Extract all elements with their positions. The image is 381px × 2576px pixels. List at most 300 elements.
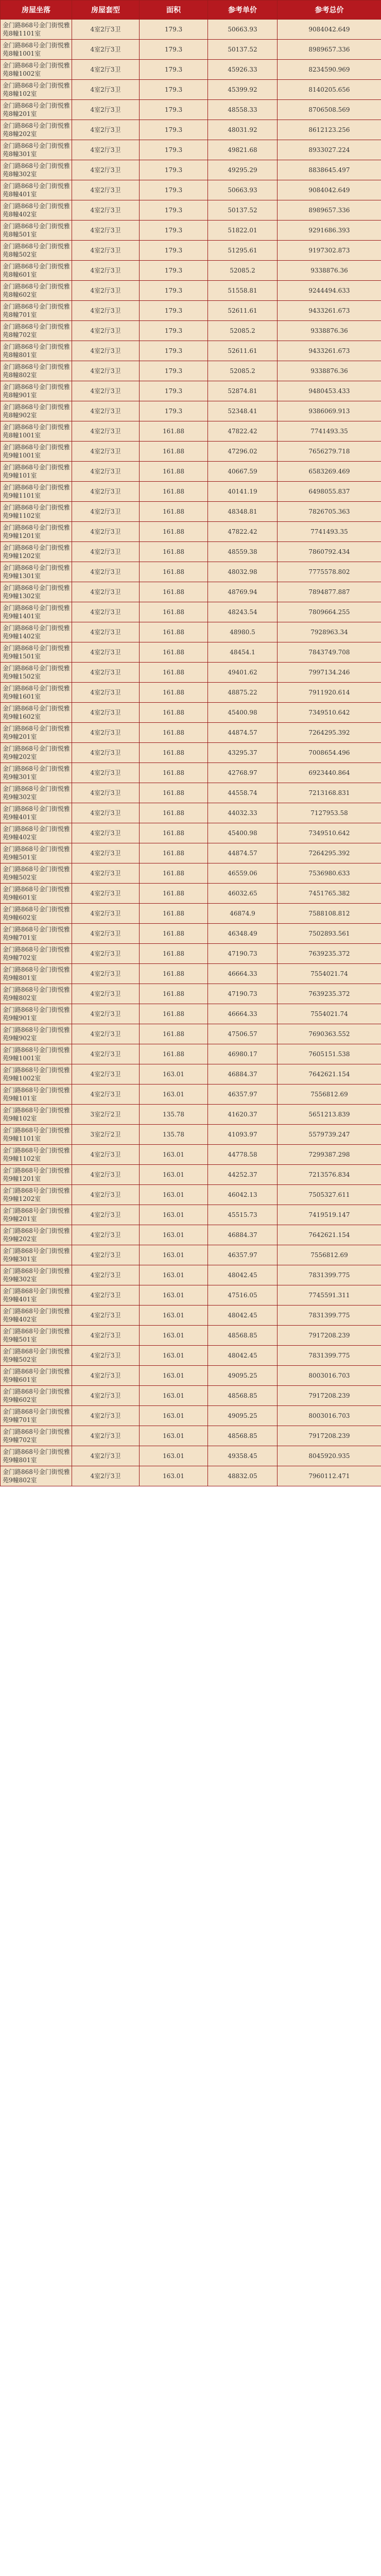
area-cell: 179.3 (140, 401, 208, 421)
table-row (1, 1306, 381, 1326)
unit-price-cell: 45399.92 (208, 80, 278, 100)
unit-cell: 金门路868号金门街悦雅苑9幢1301室 (1, 562, 72, 582)
unit-cell: 金门路868号金门街悦雅苑9幢502室 (1, 1346, 72, 1366)
table-row (1, 1165, 381, 1185)
area-cell: 163.01 (140, 1426, 208, 1446)
area-cell: 161.88 (140, 944, 208, 964)
unit-cell: 金门路868号金门街悦雅苑9幢201室 (1, 723, 72, 743)
unit-price-cell: 49095.25 (208, 1406, 278, 1426)
layout-cell: 4室2厅3卫 (72, 1165, 140, 1185)
layout-cell: 4室2厅3卫 (72, 261, 140, 281)
layout-cell: 4室2厅3卫 (72, 1265, 140, 1285)
unit-price-cell: 49358.45 (208, 1446, 278, 1466)
total-price-cell: 7213576.834 (278, 1165, 381, 1185)
unit-cell: 金门路868号金门街悦雅苑9幢502室 (1, 863, 72, 884)
unit-cell: 金门路868号金门街悦雅苑9幢702室 (1, 944, 72, 964)
total-price-cell: 7451765.382 (278, 884, 381, 904)
unit-price-cell: 44558.74 (208, 783, 278, 803)
area-cell: 161.88 (140, 904, 208, 924)
total-price-cell: 7556812.69 (278, 1245, 381, 1265)
area-cell: 161.88 (140, 863, 208, 884)
area-cell: 161.88 (140, 743, 208, 763)
unit-cell: 金门路868号金门街悦雅苑8幢302室 (1, 160, 72, 180)
unit-price-cell: 48568.85 (208, 1426, 278, 1446)
total-price-cell: 7605151.538 (278, 1044, 381, 1064)
layout-cell: 3室2厅2卫 (72, 1105, 140, 1125)
header-total-price: 参考总价 (278, 1, 381, 20)
unit-price-cell: 45926.33 (208, 60, 278, 80)
total-price-cell: 7588108.812 (278, 904, 381, 924)
layout-cell: 4室2厅3卫 (72, 200, 140, 221)
layout-cell: 4室2厅3卫 (72, 843, 140, 863)
table-row (1, 442, 381, 462)
unit-cell: 金门路868号金门街悦雅苑9幢1202室 (1, 542, 72, 562)
area-cell: 179.3 (140, 261, 208, 281)
layout-cell: 4室2厅3卫 (72, 80, 140, 100)
total-price-cell: 8989657.336 (278, 40, 381, 60)
total-price-cell: 9338876.36 (278, 261, 381, 281)
area-cell: 179.3 (140, 341, 208, 361)
layout-cell: 4室2厅3卫 (72, 904, 140, 924)
layout-cell: 4室2厅3卫 (72, 522, 140, 542)
layout-cell: 4室2厅3卫 (72, 401, 140, 421)
unit-price-cell: 48568.85 (208, 1326, 278, 1346)
total-price-cell: 7642621.154 (278, 1225, 381, 1245)
total-price-cell: 7419519.147 (278, 1205, 381, 1225)
total-price-cell: 9244494.633 (278, 281, 381, 301)
area-cell: 161.88 (140, 884, 208, 904)
table-row (1, 1285, 381, 1306)
area-cell: 163.01 (140, 1285, 208, 1306)
unit-cell: 金门路868号金门街悦雅苑8幢901室 (1, 381, 72, 401)
unit-price-cell: 49095.25 (208, 1366, 278, 1386)
total-price-cell: 7997134.246 (278, 663, 381, 683)
unit-price-cell: 44874.57 (208, 723, 278, 743)
table-row (1, 1064, 381, 1084)
header-layout: 房屋套型 (72, 1, 140, 20)
layout-cell: 4室2厅3卫 (72, 542, 140, 562)
unit-cell: 金门路868号金门街悦雅苑9幢601室 (1, 884, 72, 904)
area-cell: 161.88 (140, 663, 208, 683)
unit-price-cell: 40667.59 (208, 462, 278, 482)
total-price-cell: 7831399.775 (278, 1346, 381, 1366)
unit-cell: 金门路868号金门街悦雅苑8幢501室 (1, 221, 72, 241)
table-row (1, 1225, 381, 1245)
unit-cell: 金门路868号金门街悦雅苑9幢1001室 (1, 1044, 72, 1064)
unit-price-cell: 43295.37 (208, 743, 278, 763)
table-header-row (1, 1, 381, 20)
table-row (1, 763, 381, 783)
unit-cell: 金门路868号金门街悦雅苑8幢401室 (1, 180, 72, 200)
unit-price-cell: 47822.42 (208, 421, 278, 442)
table-row (1, 863, 381, 884)
total-price-cell: 7917208.239 (278, 1326, 381, 1346)
unit-price-cell: 48031.92 (208, 120, 278, 140)
total-price-cell: 8612123.256 (278, 120, 381, 140)
layout-cell: 4室2厅3卫 (72, 723, 140, 743)
unit-price-cell: 47190.73 (208, 984, 278, 1004)
table-row (1, 200, 381, 221)
area-cell: 163.01 (140, 1406, 208, 1426)
table-row (1, 944, 381, 964)
unit-cell: 金门路868号金门街悦雅苑9幢102室 (1, 1105, 72, 1125)
table-row (1, 482, 381, 502)
total-price-cell: 9433261.673 (278, 341, 381, 361)
unit-cell: 金门路868号金门街悦雅苑8幢701室 (1, 301, 72, 321)
unit-price-cell: 45400.98 (208, 703, 278, 723)
unit-price-cell: 48042.45 (208, 1306, 278, 1326)
total-price-cell: 7917208.239 (278, 1426, 381, 1446)
area-cell: 163.01 (140, 1205, 208, 1225)
area-cell: 179.3 (140, 241, 208, 261)
unit-cell: 金门路868号金门街悦雅苑9幢1102室 (1, 502, 72, 522)
area-cell: 161.88 (140, 924, 208, 944)
unit-price-cell: 52085.2 (208, 261, 278, 281)
total-price-cell: 7860792.434 (278, 542, 381, 562)
area-cell: 161.88 (140, 522, 208, 542)
unit-price-cell: 47506.57 (208, 1024, 278, 1044)
total-price-cell: 7831399.775 (278, 1265, 381, 1285)
unit-cell: 金门路868号金门街悦雅苑9幢202室 (1, 743, 72, 763)
total-price-cell: 7299387.298 (278, 1145, 381, 1165)
total-price-cell: 7554021.74 (278, 1004, 381, 1024)
table-row (1, 522, 381, 542)
area-cell: 161.88 (140, 442, 208, 462)
layout-cell: 4室2厅3卫 (72, 944, 140, 964)
unit-cell: 金门路868号金门街悦雅苑9幢201室 (1, 1205, 72, 1225)
area-cell: 179.3 (140, 221, 208, 241)
layout-cell: 4室2厅3卫 (72, 783, 140, 803)
area-cell: 179.3 (140, 160, 208, 180)
layout-cell: 4室2厅3卫 (72, 1004, 140, 1024)
unit-price-cell: 46980.17 (208, 1044, 278, 1064)
total-price-cell: 9084042.649 (278, 20, 381, 40)
area-cell: 179.3 (140, 180, 208, 200)
total-price-cell: 9197302.873 (278, 241, 381, 261)
unit-cell: 金门路868号金门街悦雅苑9幢402室 (1, 1306, 72, 1326)
area-cell: 161.88 (140, 723, 208, 743)
area-cell: 179.3 (140, 281, 208, 301)
total-price-cell: 7505327.611 (278, 1185, 381, 1205)
unit-cell: 金门路868号金门街悦雅苑9幢1302室 (1, 582, 72, 602)
table-row (1, 823, 381, 843)
total-price-cell: 9480453.433 (278, 381, 381, 401)
table-row (1, 542, 381, 562)
total-price-cell: 7554021.74 (278, 964, 381, 984)
unit-cell: 金门路868号金门街悦雅苑9幢1102室 (1, 1145, 72, 1165)
unit-cell: 金门路868号金门街悦雅苑9幢1001室 (1, 442, 72, 462)
area-cell: 161.88 (140, 642, 208, 663)
area-cell: 161.88 (140, 823, 208, 843)
area-cell: 179.3 (140, 321, 208, 341)
table-row (1, 803, 381, 823)
area-cell: 163.01 (140, 1245, 208, 1265)
layout-cell: 4室2厅3卫 (72, 1466, 140, 1486)
unit-price-cell: 45400.98 (208, 823, 278, 843)
total-price-cell: 8140205.656 (278, 80, 381, 100)
unit-cell: 金门路868号金门街悦雅苑9幢902室 (1, 1024, 72, 1044)
table-row (1, 20, 381, 40)
unit-price-cell: 45515.73 (208, 1205, 278, 1225)
unit-price-cell: 46357.97 (208, 1245, 278, 1265)
area-cell: 163.01 (140, 1386, 208, 1406)
layout-cell: 4室2厅3卫 (72, 482, 140, 502)
total-price-cell: 7809664.255 (278, 602, 381, 622)
unit-price-cell: 47296.02 (208, 442, 278, 462)
unit-cell: 金门路868号金门街悦雅苑9幢1401室 (1, 602, 72, 622)
total-price-cell: 7349510.642 (278, 823, 381, 843)
table-row (1, 1426, 381, 1446)
layout-cell: 3室2厅2卫 (72, 1125, 140, 1145)
unit-price-cell: 46884.37 (208, 1225, 278, 1245)
table-row (1, 40, 381, 60)
unit-cell: 金门路868号金门街悦雅苑9幢402室 (1, 823, 72, 843)
area-cell: 161.88 (140, 602, 208, 622)
layout-cell: 4室2厅3卫 (72, 1205, 140, 1225)
unit-price-cell: 50663.93 (208, 180, 278, 200)
unit-cell: 金门路868号金门街悦雅苑9幢101室 (1, 462, 72, 482)
area-cell: 161.88 (140, 582, 208, 602)
area-cell: 179.3 (140, 200, 208, 221)
table-row (1, 1346, 381, 1366)
table-row (1, 1084, 381, 1105)
unit-cell: 金门路868号金门街悦雅苑9幢1601室 (1, 683, 72, 703)
unit-cell: 金门路868号金门街悦雅苑9幢1201室 (1, 522, 72, 542)
area-cell: 179.3 (140, 80, 208, 100)
unit-price-cell: 46357.97 (208, 1084, 278, 1105)
total-price-cell: 8045920.935 (278, 1446, 381, 1466)
layout-cell: 4室2厅3卫 (72, 622, 140, 642)
unit-price-cell: 52085.2 (208, 321, 278, 341)
table-row (1, 622, 381, 642)
layout-cell: 4室2厅3卫 (72, 1446, 140, 1466)
layout-cell: 4室2厅3卫 (72, 1326, 140, 1346)
layout-cell: 4室2厅3卫 (72, 964, 140, 984)
unit-price-cell: 48769.94 (208, 582, 278, 602)
total-price-cell: 6583269.469 (278, 462, 381, 482)
header-area: 面积 (140, 1, 208, 20)
unit-price-cell: 48348.81 (208, 502, 278, 522)
total-price-cell: 8003016.703 (278, 1366, 381, 1386)
table-row (1, 1024, 381, 1044)
unit-cell: 金门路868号金门街悦雅苑8幢602室 (1, 281, 72, 301)
unit-price-cell: 48032.98 (208, 562, 278, 582)
unit-price-cell: 41620.37 (208, 1105, 278, 1125)
total-price-cell: 7639235.372 (278, 984, 381, 1004)
total-price-cell: 9084042.649 (278, 180, 381, 200)
table-row (1, 743, 381, 763)
unit-cell: 金门路868号金门街悦雅苑8幢902室 (1, 401, 72, 421)
table-row (1, 1466, 381, 1486)
unit-cell: 金门路868号金门街悦雅苑9幢1101室 (1, 482, 72, 502)
unit-cell: 金门路868号金门街悦雅苑9幢501室 (1, 843, 72, 863)
table-row (1, 1326, 381, 1346)
layout-cell: 4室2厅3卫 (72, 1406, 140, 1426)
total-price-cell: 7911920.614 (278, 683, 381, 703)
unit-price-cell: 49295.29 (208, 160, 278, 180)
unit-price-cell: 46874.9 (208, 904, 278, 924)
layout-cell: 4室2厅3卫 (72, 301, 140, 321)
unit-cell: 金门路868号金门街悦雅苑9幢701室 (1, 924, 72, 944)
unit-price-cell: 48042.45 (208, 1265, 278, 1285)
table-row (1, 984, 381, 1004)
table-row (1, 180, 381, 200)
area-cell: 163.01 (140, 1466, 208, 1486)
unit-cell: 金门路868号金门街悦雅苑8幢202室 (1, 120, 72, 140)
layout-cell: 4室2厅3卫 (72, 763, 140, 783)
unit-cell: 金门路868号金门街悦雅苑8幢102室 (1, 80, 72, 100)
layout-cell: 4室2厅3卫 (72, 1426, 140, 1446)
area-cell: 179.3 (140, 40, 208, 60)
total-price-cell: 7008654.496 (278, 743, 381, 763)
unit-cell: 金门路868号金门街悦雅苑9幢401室 (1, 1285, 72, 1306)
layout-cell: 4室2厅3卫 (72, 984, 140, 1004)
area-cell: 161.88 (140, 843, 208, 863)
table-row (1, 241, 381, 261)
unit-cell: 金门路868号金门街悦雅苑9幢1501室 (1, 642, 72, 663)
unit-cell: 金门路868号金门街悦雅苑9幢1201室 (1, 1165, 72, 1185)
unit-price-cell: 46042.13 (208, 1185, 278, 1205)
unit-price-cell: 52611.61 (208, 341, 278, 361)
table-row (1, 361, 381, 381)
area-cell: 179.3 (140, 361, 208, 381)
area-cell: 161.88 (140, 703, 208, 723)
unit-price-cell: 44874.57 (208, 843, 278, 863)
total-price-cell: 7775578.802 (278, 562, 381, 582)
area-cell: 163.01 (140, 1326, 208, 1346)
unit-cell: 金门路868号金门街悦雅苑8幢1001室 (1, 421, 72, 442)
layout-cell: 4室2厅3卫 (72, 1064, 140, 1084)
table-row (1, 462, 381, 482)
unit-price-cell: 48980.5 (208, 622, 278, 642)
total-price-cell: 8838645.497 (278, 160, 381, 180)
total-price-cell: 7741493.35 (278, 421, 381, 442)
total-price-cell: 8933027.224 (278, 140, 381, 160)
unit-price-cell: 52085.2 (208, 361, 278, 381)
layout-cell: 4室2厅3卫 (72, 421, 140, 442)
unit-cell: 金门路868号金门街悦雅苑9幢801室 (1, 964, 72, 984)
total-price-cell: 5651213.839 (278, 1105, 381, 1125)
total-price-cell: 7556812.69 (278, 1084, 381, 1105)
unit-cell: 金门路868号金门街悦雅苑9幢301室 (1, 763, 72, 783)
unit-price-cell: 42768.97 (208, 763, 278, 783)
unit-price-cell: 48832.05 (208, 1466, 278, 1486)
unit-price-cell: 48558.33 (208, 100, 278, 120)
layout-cell: 4室2厅3卫 (72, 602, 140, 622)
table-row (1, 1185, 381, 1205)
unit-cell: 金门路868号金门街悦雅苑8幢502室 (1, 241, 72, 261)
unit-price-cell: 47822.42 (208, 522, 278, 542)
total-price-cell: 7741493.35 (278, 522, 381, 542)
table-row (1, 421, 381, 442)
total-price-cell: 8989657.336 (278, 200, 381, 221)
unit-cell: 金门路868号金门街悦雅苑9幢1101室 (1, 1125, 72, 1145)
table-row (1, 904, 381, 924)
unit-cell: 金门路868号金门街悦雅苑8幢802室 (1, 361, 72, 381)
total-price-cell: 8234590.969 (278, 60, 381, 80)
total-price-cell: 7349510.642 (278, 703, 381, 723)
area-cell: 161.88 (140, 1024, 208, 1044)
unit-price-cell: 49401.62 (208, 663, 278, 683)
total-price-cell: 5579739.247 (278, 1125, 381, 1145)
total-price-cell: 7690363.552 (278, 1024, 381, 1044)
area-cell: 135.78 (140, 1125, 208, 1145)
table-row (1, 582, 381, 602)
unit-cell: 金门路868号金门街悦雅苑9幢302室 (1, 1265, 72, 1285)
table-row (1, 221, 381, 241)
layout-cell: 4室2厅3卫 (72, 120, 140, 140)
unit-price-cell: 44032.33 (208, 803, 278, 823)
unit-price-cell: 48568.85 (208, 1386, 278, 1406)
unit-price-cell: 52874.81 (208, 381, 278, 401)
total-price-cell: 7917208.239 (278, 1386, 381, 1406)
total-price-cell: 8706508.569 (278, 100, 381, 120)
header-unit: 房屋坐落 (1, 1, 72, 20)
area-cell: 163.01 (140, 1064, 208, 1084)
unit-price-cell: 48243.54 (208, 602, 278, 622)
table-row (1, 843, 381, 863)
layout-cell: 4室2厅3卫 (72, 321, 140, 341)
area-cell: 163.01 (140, 1145, 208, 1165)
table-row (1, 663, 381, 683)
table-row (1, 1004, 381, 1024)
total-price-cell: 7213168.831 (278, 783, 381, 803)
table-row (1, 683, 381, 703)
unit-price-cell: 46348.49 (208, 924, 278, 944)
unit-price-cell: 49821.68 (208, 140, 278, 160)
total-price-cell: 9386069.913 (278, 401, 381, 421)
table-row (1, 281, 381, 301)
unit-cell: 金门路868号金门街悦雅苑9幢702室 (1, 1426, 72, 1446)
unit-cell: 金门路868号金门街悦雅苑9幢801室 (1, 1446, 72, 1466)
unit-cell: 金门路868号金门街悦雅苑9幢1002室 (1, 1064, 72, 1084)
table-row (1, 1105, 381, 1125)
table-row (1, 321, 381, 341)
unit-cell: 金门路868号金门街悦雅苑9幢602室 (1, 1386, 72, 1406)
total-price-cell: 7928963.34 (278, 622, 381, 642)
layout-cell: 4室2厅3卫 (72, 924, 140, 944)
table-row (1, 924, 381, 944)
area-cell: 161.88 (140, 502, 208, 522)
area-cell: 179.3 (140, 20, 208, 40)
layout-cell: 4室2厅3卫 (72, 1285, 140, 1306)
unit-price-cell: 51558.81 (208, 281, 278, 301)
unit-price-cell: 48875.22 (208, 683, 278, 703)
area-cell: 161.88 (140, 622, 208, 642)
layout-cell: 4室2厅3卫 (72, 823, 140, 843)
unit-cell: 金门路868号金门街悦雅苑9幢1602室 (1, 703, 72, 723)
layout-cell: 4室2厅3卫 (72, 642, 140, 663)
unit-price-cell: 46032.65 (208, 884, 278, 904)
table-row (1, 160, 381, 180)
area-cell: 179.3 (140, 60, 208, 80)
total-price-cell: 6923440.864 (278, 763, 381, 783)
total-price-cell: 7843749.708 (278, 642, 381, 663)
unit-price-cell: 51822.01 (208, 221, 278, 241)
area-cell: 161.88 (140, 964, 208, 984)
total-price-cell: 7536980.633 (278, 863, 381, 884)
area-cell: 163.01 (140, 1265, 208, 1285)
layout-cell: 4室2厅3卫 (72, 1366, 140, 1386)
table-row (1, 1044, 381, 1064)
table-row (1, 381, 381, 401)
layout-cell: 4室2厅3卫 (72, 40, 140, 60)
unit-price-cell: 50137.52 (208, 200, 278, 221)
layout-cell: 4室2厅3卫 (72, 1084, 140, 1105)
area-cell: 161.88 (140, 462, 208, 482)
layout-cell: 4室2厅3卫 (72, 381, 140, 401)
layout-cell: 4室2厅3卫 (72, 20, 140, 40)
